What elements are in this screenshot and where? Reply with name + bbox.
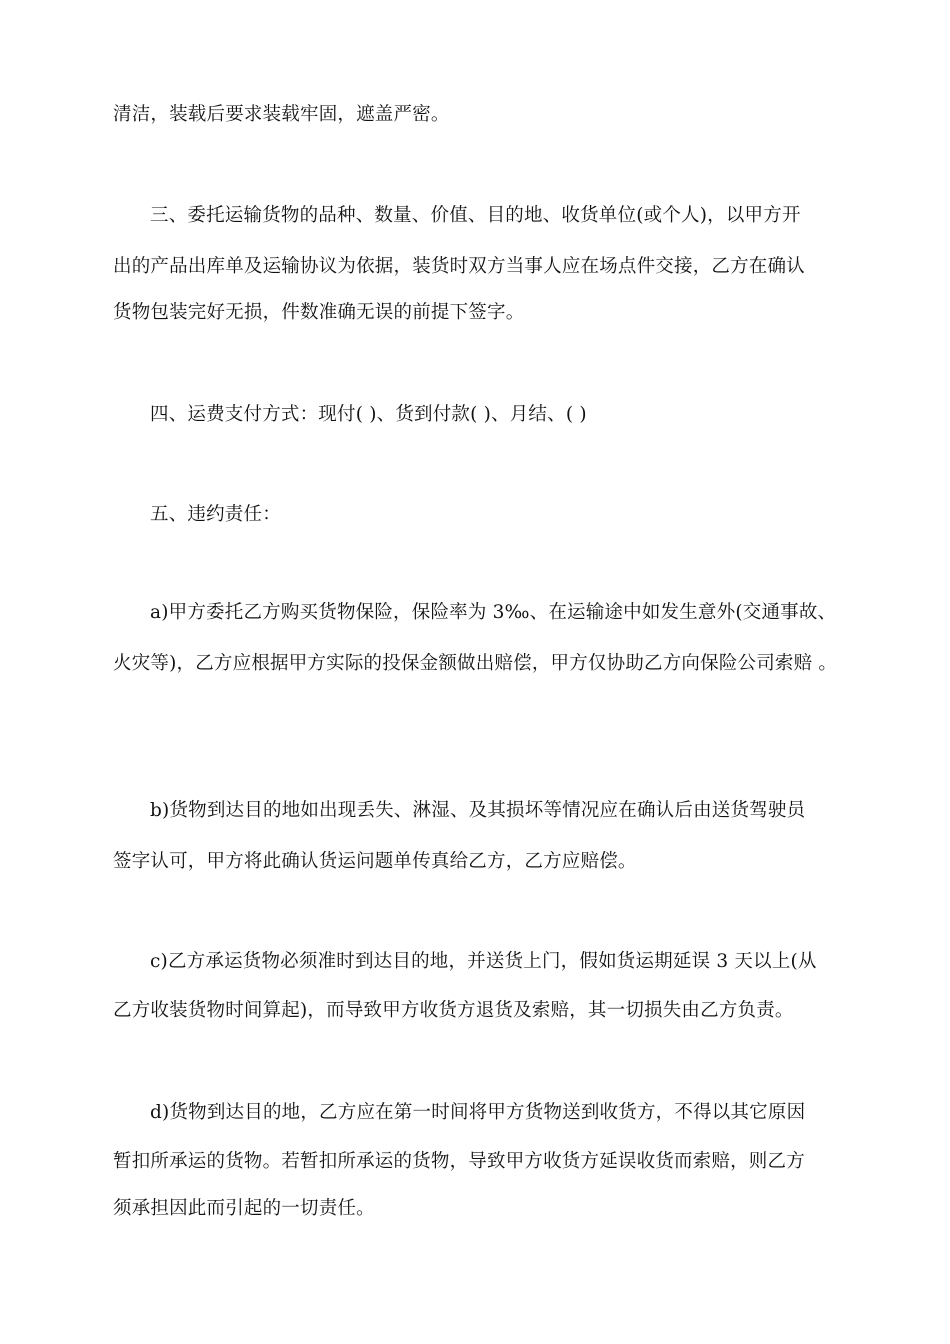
text-line: 三、委托运输货物的品种、数量、价值、目的地、收货单位(或个人)，以甲方开 <box>150 205 801 226</box>
text-line: 乙方收装货物时间算起)，而导致甲方收货方退货及索赔，其一切损失由乙方负责。 <box>113 1000 794 1021</box>
text-line: a)甲方委托乙方购买货物保险，保险率为 3‰、在运输途中如发生意外(交通事故、 <box>150 602 837 623</box>
text-line: 火灾等)，乙方应根据甲方实际的投保金额做出赔偿，甲方仅协助乙方向保险公司索赔 。 <box>113 653 838 674</box>
text-line: 暂扣所承运的货物。若暂扣所承运的货物，导致甲方收货方延误收货而索赔，则乙方 <box>113 1151 805 1172</box>
text-line: c)乙方承运货物必须准时到达目的地，并送货上门，假如货运期延误 3 天以上(从 <box>150 951 817 972</box>
text-line: 五、违约责任： <box>150 504 281 525</box>
text-line: 签字认可，甲方将此确认货运问题单传真给乙方，乙方应赔偿。 <box>113 851 637 872</box>
text-line: d)货物到达目的地，乙方应在第一时间将甲方货物送到收货方，不得以其它原因 <box>150 1102 806 1123</box>
text-line: 清洁，装载后要求装载牢固，遮盖严密。 <box>113 104 450 125</box>
text-line: 出的产品出库单及运输协议为依据，装货时双方当事人应在场点件交接，乙方在确认 <box>113 256 805 277</box>
text-line: 须承担因此而引起的一切责任。 <box>113 1198 375 1219</box>
text-line: b)货物到达目的地如出现丢失、淋湿、及其损坏等情况应在确认后由送货驾驶员 <box>150 800 806 821</box>
text-line: 四、运费支付方式：现付( )、货到付款( )、月结、( ) <box>150 404 587 425</box>
text-line: 货物包装完好无损，件数准确无误的前提下签字。 <box>113 302 525 323</box>
